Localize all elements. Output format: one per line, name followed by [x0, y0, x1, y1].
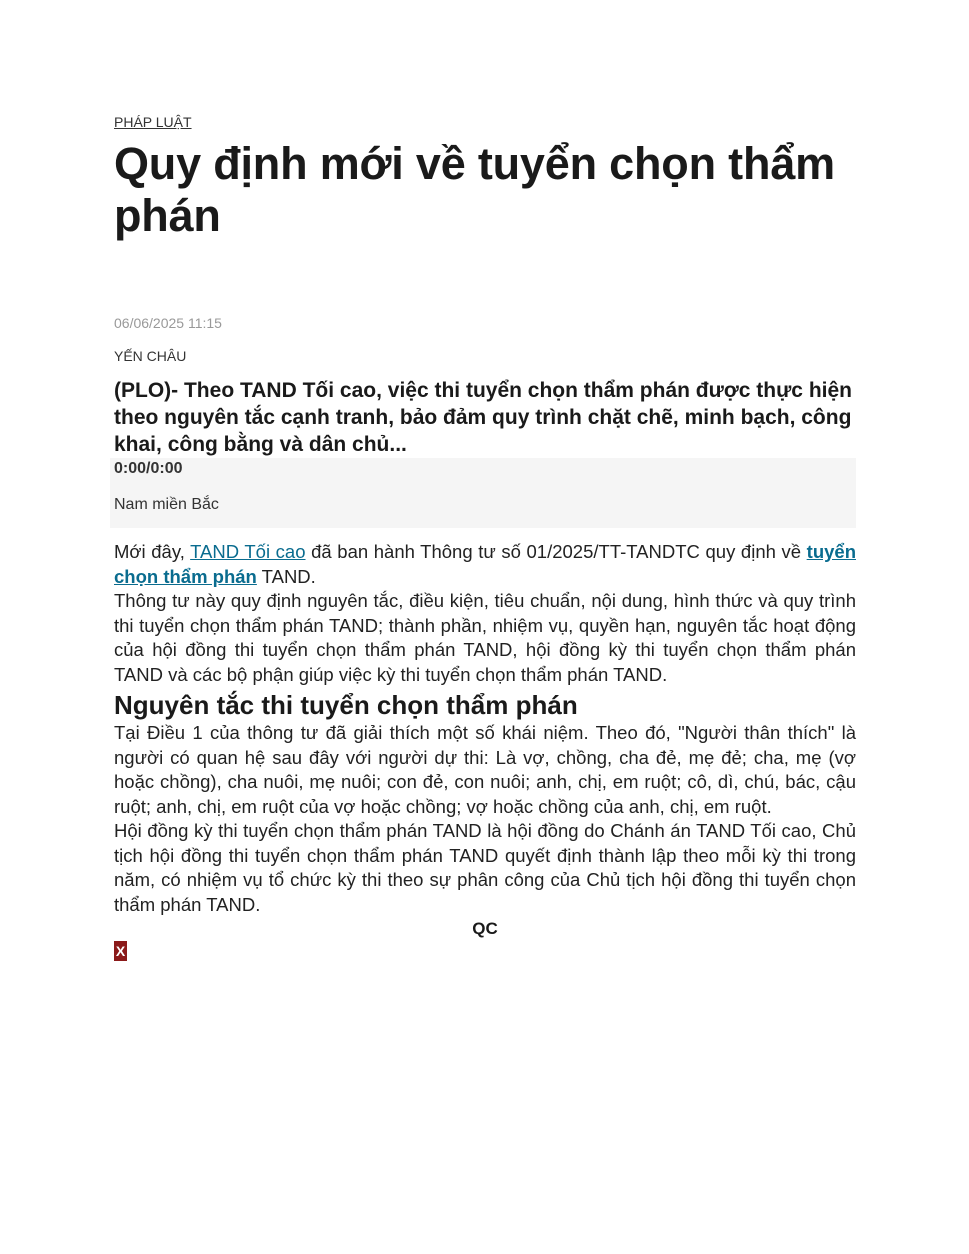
article-body: [114, 540, 856, 917]
paragraph-1-pre: Mới đây,: [114, 541, 191, 562]
paragraph-4: Hội đồng kỳ thi tuyển chọn thẩm phán TAND là hội đồng do Chánh án TAND Tối cao, Chủ tịch hội đồng thi tuyển chọn thẩm phán TAND quyết định thành lập theo mỗi kỳ thi trong năm, có nhiệm vụ tổ chức kỳ thi theo sự phân công của Chủ tịch hội đồng thi tuyển chọn thẩm phán TAND.: [114, 820, 856, 915]
audio-player[interactable]: [110, 458, 856, 528]
article-container: [114, 113, 856, 961]
paragraph-1: [114, 540, 856, 589]
audio-time: 0:00/0:00: [114, 460, 183, 477]
paragraph-3: Tại Điều 1 của thông tư đã giải thích một số khái niệm. Theo đó, "Người thân thích" là người có quan hệ sau đây với người dự thi: Là vợ, chồng, cha đẻ, mẹ đẻ; cha, mẹ (vợ hoặc chồng), cha nuôi, mẹ nuôi; con đẻ, con nuôi; anh, chị, em ruột; cô, dì, chú, bác, cậu ruột; anh, chị, em ruột của vợ hoặc chồng; vợ hoặc chồng của anh, chị, em ruột.: [114, 722, 856, 817]
category-link[interactable]: PHÁP LUẬT: [114, 114, 192, 130]
article-title: Quy định mới về tuyển chọn thẩm phán: [114, 138, 835, 241]
paragraph-2: Thông tư này quy định nguyên tắc, điều kiện, tiêu chuẩn, nội dung, hình thức và quy trình thi tuyển chọn thẩm phán TAND; thành phần, nhiệm vụ, quyền hạn, nguyên tắc hoạt động của hội đồng thi tuyển chọn thẩm phán TAND, hội đồng kỳ thi tuyển chọn thẩm phán TAND và các bộ phận giúp việc kỳ thi tuyển chọn thẩm phán TAND.: [114, 590, 856, 685]
ad-label: QC: [472, 919, 498, 938]
tand-toi-cao-link[interactable]: TAND Tối cao: [190, 541, 306, 562]
paragraph-1-mid: đã ban hành Thông tư số 01/2025/TT-TANDTC quy định về: [305, 541, 807, 562]
paragraph-1-post: TAND.: [256, 565, 316, 587]
audio-voice-select[interactable]: Nam miền Bắc: [114, 496, 219, 513]
article-sapo: (PLO)- Theo TAND Tối cao, việc thi tuyển chọn thẩm phán được thực hiện theo nguyên tắc cạnh tranh, bảo đảm quy trình chặt chẽ, minh bạch, công khai, công bằng và dân chủ...: [114, 379, 852, 456]
section-heading: Nguyên tắc thi tuyển chọn thẩm phán: [114, 690, 578, 720]
ad-close-button[interactable]: X: [115, 943, 126, 959]
article-timestamp: 06/06/2025 11:15: [114, 315, 222, 331]
article-author: YẾN CHÂU: [114, 348, 187, 364]
tuyen-chon-tham-phan-link[interactable]: tuyển chọn thẩm phán: [114, 541, 856, 587]
